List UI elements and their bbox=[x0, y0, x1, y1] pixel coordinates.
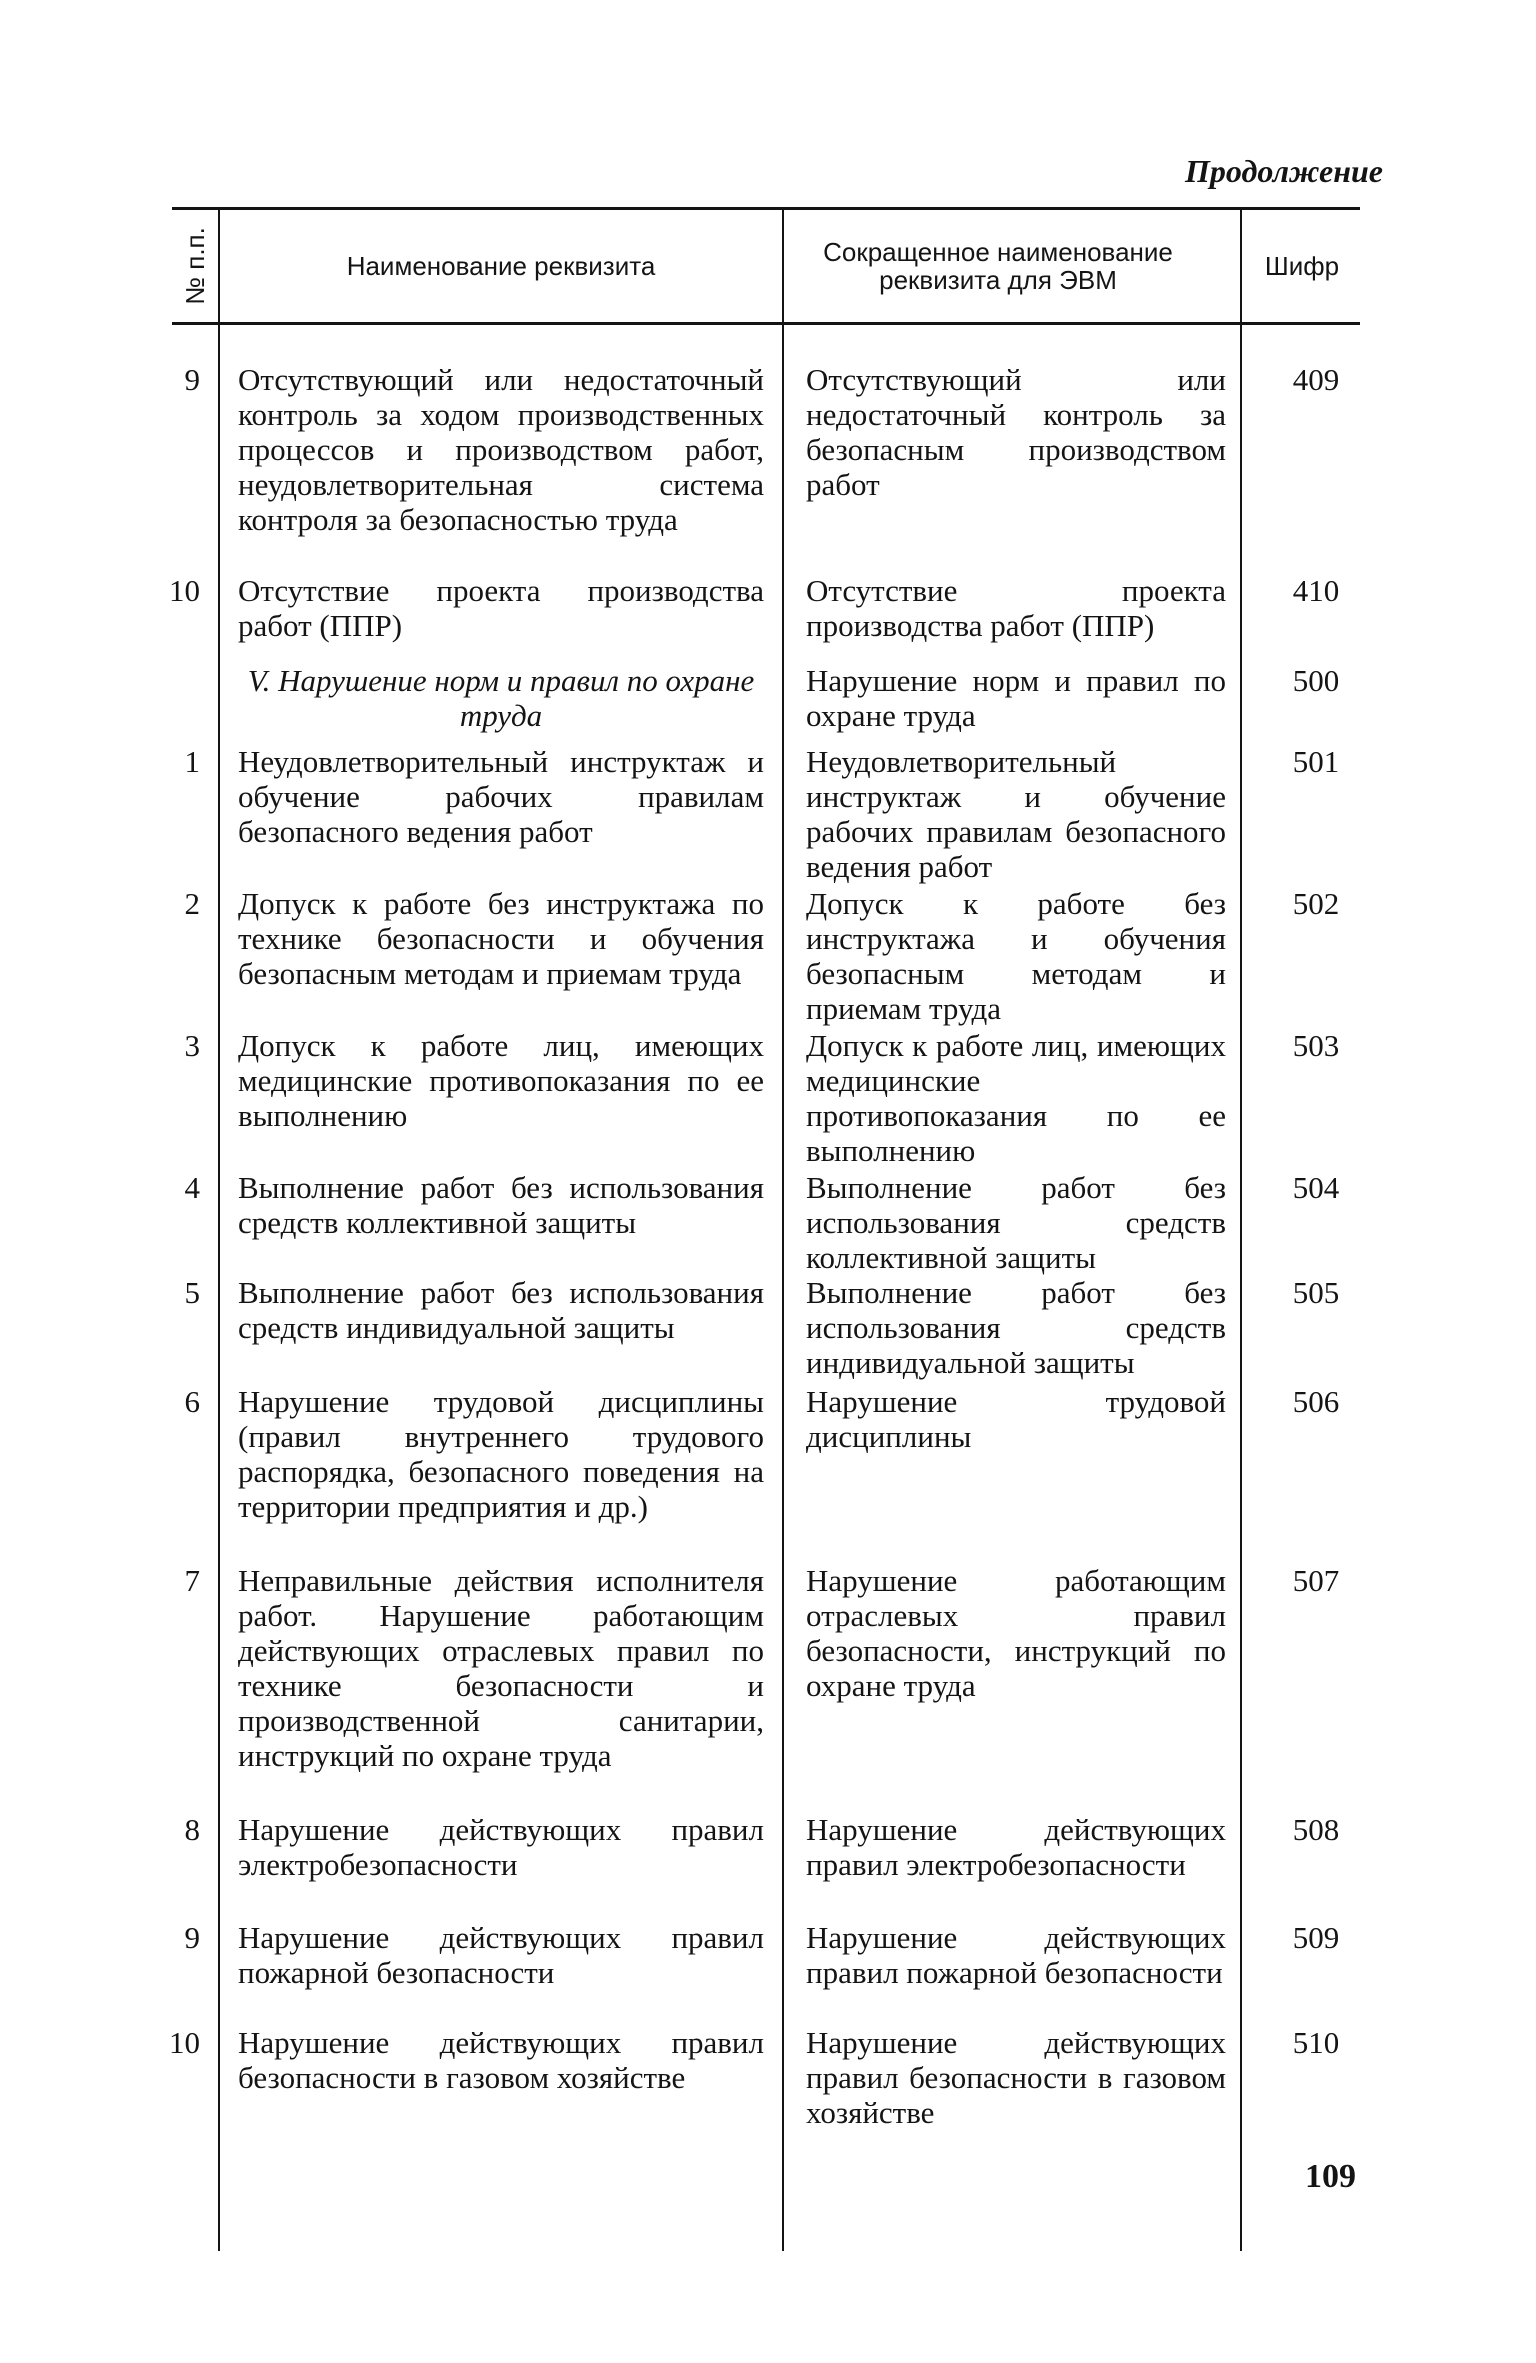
row-code: 501 bbox=[1292, 744, 1340, 779]
row-code: 409 bbox=[1292, 362, 1340, 397]
row-num: 10 bbox=[169, 2025, 200, 2060]
row-num: 2 bbox=[184, 886, 200, 921]
row-short-name: Отсутствующий или недостаточный контроль за безопасным производством работ bbox=[806, 362, 1226, 502]
row-short-name: Нарушение действующих правил пожарной безопасности bbox=[806, 1920, 1226, 1990]
header-name: Наименование реквизита bbox=[346, 251, 656, 281]
row-name: Нарушение трудовой дисциплины (правил внутреннего трудового распорядка, безопасного поведения на территории предприятия и др.) bbox=[238, 1384, 764, 1524]
row-num: 8 bbox=[184, 1812, 200, 1847]
row-num: 10 bbox=[169, 573, 200, 608]
row-code: 503 bbox=[1292, 1028, 1340, 1063]
page-number: 109 bbox=[1305, 2158, 1356, 2195]
header-divider bbox=[782, 210, 784, 322]
column-divider bbox=[782, 325, 784, 2251]
row-num: 9 bbox=[184, 362, 200, 397]
header-short-name: Сокращенное наименование реквизита для ЭВМ bbox=[823, 237, 1173, 295]
row-short-name: Выполнение работ без использования средств коллективной защиты bbox=[806, 1170, 1226, 1275]
requisites-table bbox=[169, 207, 1360, 2251]
row-num: 7 bbox=[184, 1563, 200, 1598]
column-divider bbox=[1240, 325, 1242, 2251]
header-code: Шифр bbox=[1264, 251, 1340, 281]
row-name: Выполнение работ без использования средств индивидуальной защиты bbox=[238, 1275, 764, 1345]
row-name: Нарушение действующих правил пожарной безопасности bbox=[238, 1920, 764, 1990]
header-divider bbox=[1240, 210, 1242, 322]
row-code: 504 bbox=[1292, 1170, 1340, 1205]
header-divider bbox=[218, 210, 220, 322]
row-name: Неправильные действия исполнителя работ. Нарушение работающим действующих отраслевых правил по технике безопасности и производственной санитарии, инструкций по охране труда bbox=[238, 1563, 764, 1773]
row-short-name: Нарушение норм и правил по охране труда bbox=[806, 663, 1226, 733]
row-name: Нарушение действующих правил безопасности в газовом хозяйстве bbox=[238, 2025, 764, 2095]
row-code: 500 bbox=[1292, 663, 1340, 698]
row-short-name: Нарушение действующих правил безопасности в газовом хозяйстве bbox=[806, 2025, 1226, 2130]
row-short-name: Неудовлетворительный инструктаж и обучение рабочих правилам безопасного ведения работ bbox=[806, 744, 1226, 884]
row-num: 5 bbox=[184, 1275, 200, 1310]
row-num: 9 bbox=[184, 1920, 200, 1955]
row-short-name: Отсутствие проекта производства работ (ППР) bbox=[806, 573, 1226, 643]
row-short-name: Нарушение трудовой дисциплины bbox=[806, 1384, 1226, 1454]
row-code: 507 bbox=[1292, 1563, 1340, 1598]
row-num: 3 bbox=[184, 1028, 200, 1063]
row-code: 510 bbox=[1292, 2025, 1340, 2060]
row-num: 1 bbox=[184, 744, 200, 779]
row-code: 502 bbox=[1292, 886, 1340, 921]
row-short-name: Нарушение действующих правил электробезопасности bbox=[806, 1812, 1226, 1882]
row-name: Допуск к работе без инструктажа по технике безопасности и обучения безопасным методам и приемам труда bbox=[238, 886, 764, 991]
header-num: № п.п. bbox=[180, 227, 211, 305]
row-short-name: Нарушение работающим отраслевых правил безопасности, инструкций по охране труда bbox=[806, 1563, 1226, 1703]
row-code: 410 bbox=[1292, 573, 1340, 608]
row-name: Выполнение работ без использования средств коллективной защиты bbox=[238, 1170, 764, 1240]
continuation-label: Продолжение bbox=[1185, 153, 1383, 189]
row-short-name: Допуск к работе лиц, имеющих медицинские противопоказания по ее выполнению bbox=[806, 1028, 1226, 1168]
row-short-name: Допуск к работе без инструктажа и обучения безопасным методам и приемам труда bbox=[806, 886, 1226, 1026]
row-code: 505 bbox=[1292, 1275, 1340, 1310]
table-header bbox=[172, 207, 1360, 325]
row-code: 509 bbox=[1292, 1920, 1340, 1955]
row-name: Неудовлетворительный инструктаж и обучение рабочих правилам безопасного ведения работ bbox=[238, 744, 764, 849]
row-name: Допуск к работе лиц, имеющих медицинские противопоказания по ее выполнению bbox=[238, 1028, 764, 1133]
column-divider bbox=[218, 325, 220, 2251]
row-code: 506 bbox=[1292, 1384, 1340, 1419]
row-num: 6 bbox=[184, 1384, 200, 1419]
table-body bbox=[169, 325, 1360, 2251]
row-code: 508 bbox=[1292, 1812, 1340, 1847]
row-name: Нарушение действующих правил электробезопасности bbox=[238, 1812, 764, 1882]
row-name: Отсутствие проекта производства работ (ППР) bbox=[238, 573, 764, 643]
section-title: V. Нарушение норм и правил по охране труда bbox=[247, 663, 755, 733]
row-num: 4 bbox=[184, 1170, 200, 1205]
row-name: Отсутствующий или недостаточный контроль за ходом производственных процессов и производством работ, неудовлетворительная система контроля за безопасностью труда bbox=[238, 362, 764, 537]
row-short-name: Выполнение работ без использования средств индивидуальной защиты bbox=[806, 1275, 1226, 1380]
